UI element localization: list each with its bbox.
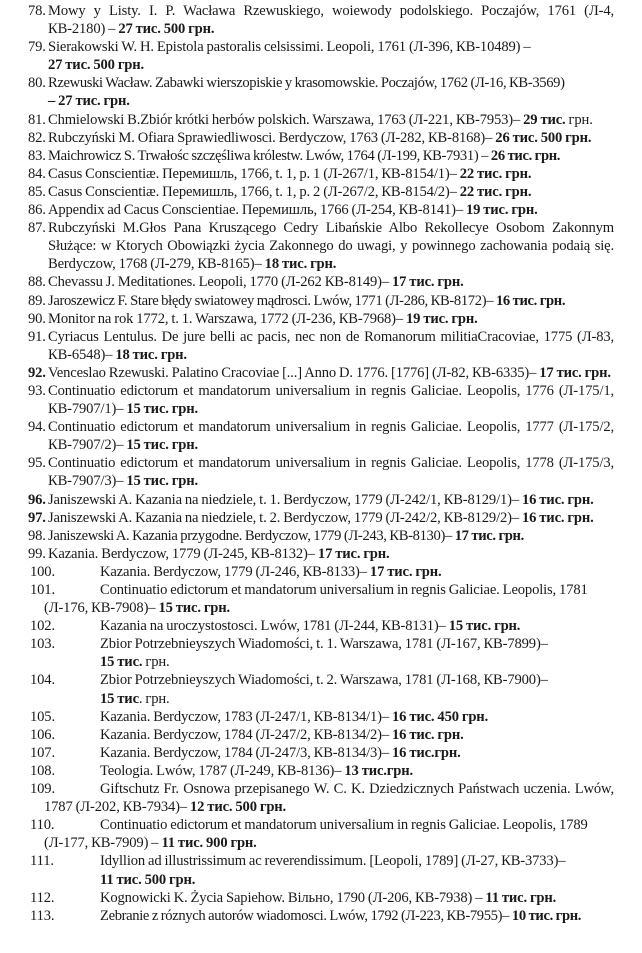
item-text: Kazania na uroczystostosci. Lwów, 1781 (Л-244, КВ-8131)– <box>100 618 449 635</box>
item-text: Kognowicki K. Życia Sapiehow. Вільно, 1790 (Л-206, КВ-7938) – <box>100 889 486 906</box>
item-text: Casus Conscientiæ. Перемишль, 1766, t. 1, p. 1 (Л-267/1, КВ-8154/1)– <box>48 165 460 182</box>
item-number: 106. <box>30 726 55 743</box>
item-price: 17 тис. грн. <box>392 274 464 291</box>
list-item <box>0 509 642 527</box>
item-text: Rubczyński M.Głos Pana Kruszącego Cedry Libańskie Albo Rekollecye Osobom Zakonnym Służące: w Ktorych Obowiązki życia Zakonnego do uwagi, y powinnego zachowania podaią się. Berdyczow, 1768 (Л-279, КВ-8165)– <box>48 220 614 273</box>
item-price: 17 тис. грн. <box>454 527 524 544</box>
item-number: 104. <box>30 672 55 689</box>
item-number: 92. <box>28 364 46 381</box>
item-number: 96. <box>28 491 46 508</box>
item-price: 16 тис. грн. <box>495 292 566 309</box>
item-price: 11 тис. 500 грн. <box>100 871 196 888</box>
item-price: 17 тис. грн. <box>317 545 390 562</box>
list-item <box>0 382 642 418</box>
item-text: Janiszewski A. Kazania na niedziele, t. 1. Berdyczow, 1779 (Л-242/1, КВ-8129/1)– <box>48 491 522 508</box>
item-number: 90. <box>28 310 46 327</box>
item-price: 16 тис. грн. <box>522 491 594 508</box>
item-text: Monitor na rok 1772, t. 1. Warszawa, 1772 (Л-236, КВ-7968)– <box>48 310 407 327</box>
list-item <box>0 219 642 273</box>
item-text: Chevassu J. Meditationes. Leopoli, 1770 (Л-262 КВ-8149)– <box>48 274 393 291</box>
item-price: 13 тис.грн. <box>344 762 414 779</box>
list-item <box>0 418 642 454</box>
item-text: Continuatio edictorum et mandatorum universalium in regnis Galiciae. Leopolis, 1781 (Л-176, КВ-7908)– <box>44 582 588 617</box>
item-price: 11 тис. грн. <box>485 889 557 906</box>
list-item <box>0 111 642 129</box>
list-item <box>0 889 642 907</box>
item-price: 26 тис. грн. <box>490 147 561 164</box>
item-number: 97. <box>28 509 46 526</box>
item-price: 11 тис. 900 грн. <box>161 835 257 852</box>
item-price: 19 тис. грн. <box>465 202 538 219</box>
item-price: 19 тис. грн. <box>406 310 478 327</box>
item-number: 99. <box>28 545 46 562</box>
item-text: Continuatio edictorum et mandatorum universalium in regnis Galiciae. Leopolis, 1789 (Л-177, КВ-7909) – <box>44 817 588 852</box>
list-item <box>0 744 642 762</box>
item-text: Jaroszewicz F. Stare błędy swiatowey mądrosci. Lwów, 1771 (Л-286, КВ-8172)– <box>48 292 496 309</box>
item-text: Zebranie z róznych autorów wiadomosci. Lwów, 1792 (Л-223, КВ-7955)– <box>100 907 512 924</box>
item-number: 89. <box>28 292 46 309</box>
item-price: 12 тис. 500 грн. <box>190 799 287 816</box>
item-number: 101. <box>30 582 55 598</box>
item-price: 16 тис. грн. <box>522 509 594 526</box>
item-number: 113. <box>30 907 55 924</box>
list-item <box>0 74 642 110</box>
list-item <box>0 364 642 382</box>
item-number: 98. <box>28 527 46 544</box>
item-number: 86. <box>28 202 46 219</box>
item-text: Kazania. Berdyczow, 1779 (Л-246, КВ-8133)– <box>100 563 370 580</box>
item-number: 91. <box>28 328 46 345</box>
item-number: 110. <box>30 817 55 834</box>
catalog-list <box>0 2 642 925</box>
item-text: Maichrowicz S. Trwałośc szczęśliwa królestw. Lwów, 1764 (Л-199, КВ-7931) – <box>48 147 491 164</box>
item-text: Mowy y Listy. I. P. Wacława Rzewuskiego, woiewody podolskiego. Poczajów, 1761 (Л-4, КВ-2180) – <box>48 3 614 38</box>
item-price: – 27 тис. грн. <box>48 93 130 110</box>
item-number: 112. <box>30 889 55 906</box>
list-item <box>0 726 642 744</box>
list-item <box>0 454 642 490</box>
list-item <box>0 617 642 635</box>
item-number: 87. <box>28 220 46 237</box>
item-text: Continuatio edictorum et mandatorum universalium in regnis Galiciae. Leopolis, 1778 (Л-175/3, КВ-7907/3)– <box>48 455 614 490</box>
list-item <box>0 907 642 925</box>
item-text: Janiszewski A. Kazania na niedziele, t. 2. Berdyczow, 1779 (Л-242/2, КВ-8129/2)– <box>48 509 522 526</box>
item-text: Zbior Potrzebnieyszych Wiadomości, t. 2. Warszawa, 1781 (Л-168, КВ-7900)– <box>100 672 548 689</box>
item-number: 103. <box>30 636 55 653</box>
item-number: 78. <box>28 3 46 19</box>
item-price: 22 тис. грн. <box>459 165 532 182</box>
item-text: Venceslao Rzewuski. Palatino Cracoviae [...] Anno D. 1776. [1776] (Л-82, КВ-6335)– <box>48 364 540 381</box>
item-text: Janiszewski A. Kazania przygodne. Berdyczow, 1779 (Л-243, КВ-8130)– <box>48 527 455 544</box>
item-number: 85. <box>28 183 46 200</box>
item-currency: грн. <box>142 654 170 671</box>
list-item <box>0 635 642 671</box>
list-item <box>0 816 642 852</box>
list-item <box>0 147 642 165</box>
list-item <box>0 2 642 38</box>
item-price: 22 тис. грн. <box>459 183 532 200</box>
item-price: 10 тис. грн. <box>511 907 582 924</box>
item-text: Appendix ad Cacus Conscientiae. Перемишль, 1766 (Л-254, КВ-8141)– <box>48 202 466 219</box>
item-number: 79. <box>28 39 46 56</box>
item-price: 17 тис. грн. <box>539 364 611 381</box>
item-price: 27 тис. 500 грн. <box>48 57 145 74</box>
item-number: 88. <box>28 274 46 291</box>
item-number: 95. <box>28 455 46 472</box>
item-text: Casus Conscientiæ. Перемишль, 1766, t. 1, p. 2 (Л-267/2, КВ-8154/2)– <box>48 183 460 200</box>
item-number: 93. <box>28 382 46 399</box>
list-item <box>0 491 642 509</box>
item-text: Kazania. Berdyczow, 1779 (Л-245, КВ-8132)– <box>48 545 318 562</box>
item-text: Cyriacus Lentulus. De jure belli ac pacis, nec non de Romanorum militiaCracoviae, 1775 (Л-83, КВ-6548)– <box>48 328 614 363</box>
item-text: Kazania. Berdyczow, 1784 (Л-247/3, КВ-8134/3)– <box>100 744 393 761</box>
list-item <box>0 671 642 707</box>
list-item <box>0 273 642 291</box>
item-price: 18 тис. грн. <box>264 256 337 273</box>
item-number: 82. <box>28 129 46 146</box>
list-item <box>0 328 642 364</box>
item-text: Idyllion ad illustrissimum ac reverendissimum. [Leopoli, 1789] (Л-27, КВ-3733)– <box>100 853 566 870</box>
list-item <box>0 201 642 219</box>
item-number: 94. <box>28 419 46 436</box>
item-price: 17 тис. грн. <box>369 563 442 580</box>
item-text: Continuatio edictorum et mandatorum universalium in regnis Galiciae. Leopolis, 1777 (Л-175/2, КВ-7907/2)– <box>48 419 614 454</box>
item-number: 84. <box>28 165 46 182</box>
item-price: 29 тис. <box>523 111 566 128</box>
item-number: 102. <box>30 618 55 635</box>
list-item <box>0 762 642 780</box>
item-text: Continuatio edictorum et mandatorum universalium in regnis Galiciae. Leopolis, 1776 (Л-175/1, КВ-7907/1)– <box>48 382 614 418</box>
item-number: 100. <box>30 563 55 580</box>
list-item <box>0 38 642 74</box>
list-item <box>0 527 642 545</box>
item-price: 16 тис.грн. <box>392 744 461 761</box>
list-item <box>0 310 642 328</box>
item-number: 107. <box>30 744 55 761</box>
item-text: Rubczyński M. Ofiara Sprawiedliwosci. Berdyczow, 1763 (Л-282, КВ-8168)– <box>48 129 496 146</box>
list-item <box>0 780 642 816</box>
list-item <box>0 165 642 183</box>
item-price: 26 тис. 500 грн. <box>495 129 592 146</box>
list-item <box>0 183 642 201</box>
item-text: Rzewuski Wacław. Zabawki wierszopiskie y krasomowskie. Poczajów, 1762 (Л-16, КВ-3569) <box>48 75 565 92</box>
item-price: 15 тис. грн. <box>126 437 198 454</box>
list-item <box>0 545 642 563</box>
item-price: 15 тис. грн. <box>126 401 198 418</box>
list-item <box>0 852 642 888</box>
list-item <box>0 708 642 726</box>
list-item <box>0 129 642 147</box>
item-text: Sierakowski W. H. Epistola pastoralis celsissimi. Leopoli, 1761 (Л-396, КВ-10489) – <box>48 39 531 56</box>
item-text: Chmielowski B.Zbiór krótki herbów polskich. Warszawa, 1763 (Л-221, КВ-7953)– <box>48 111 524 128</box>
item-number: 81. <box>28 111 46 128</box>
item-price: 15 тис. грн. <box>158 600 231 617</box>
item-text: Kazania. Berdyczow, 1783 (Л-247/1, КВ-8134/1)– <box>100 708 393 725</box>
item-number: 80. <box>28 75 46 92</box>
item-price: 15 тис. <box>100 654 143 671</box>
item-price: 18 тис. грн. <box>115 346 187 363</box>
item-price: 15 тис <box>100 690 139 707</box>
item-text: Kazania. Berdyczow, 1784 (Л-247/2, КВ-8134/2)– <box>100 726 393 743</box>
item-currency: грн. <box>565 111 593 128</box>
list-item <box>0 292 642 310</box>
item-number: 108. <box>30 762 55 779</box>
list-item <box>0 563 642 581</box>
item-number: 111. <box>30 853 54 870</box>
item-text: Teologia. Lwów, 1787 (Л-249, КВ-8136)– <box>100 762 345 779</box>
item-price: 15 тис. грн. <box>126 473 198 490</box>
item-price: 15 тис. грн. <box>448 618 521 635</box>
item-currency: . грн. <box>138 690 170 707</box>
item-text: Zbior Potrzebnieyszych Wiadomości, t. 1. Warszawa, 1781 (Л-167, КВ-7899)– <box>100 636 548 653</box>
item-number: 105. <box>30 708 55 725</box>
item-price: 16 тис. грн. <box>392 726 464 743</box>
item-text: Giftschutz Fr. Osnowa przepisanego W. C. K. Dziedzicznych Państwach uczenia. Lwów, 1787 (Л-202, КВ-7934)– <box>44 781 614 816</box>
item-price: 16 тис. 450 грн. <box>392 708 489 725</box>
item-number: 109. <box>30 781 55 798</box>
item-price: 27 тис. 500 грн. <box>118 21 215 38</box>
item-number: 83. <box>28 147 46 164</box>
list-item <box>0 581 642 617</box>
